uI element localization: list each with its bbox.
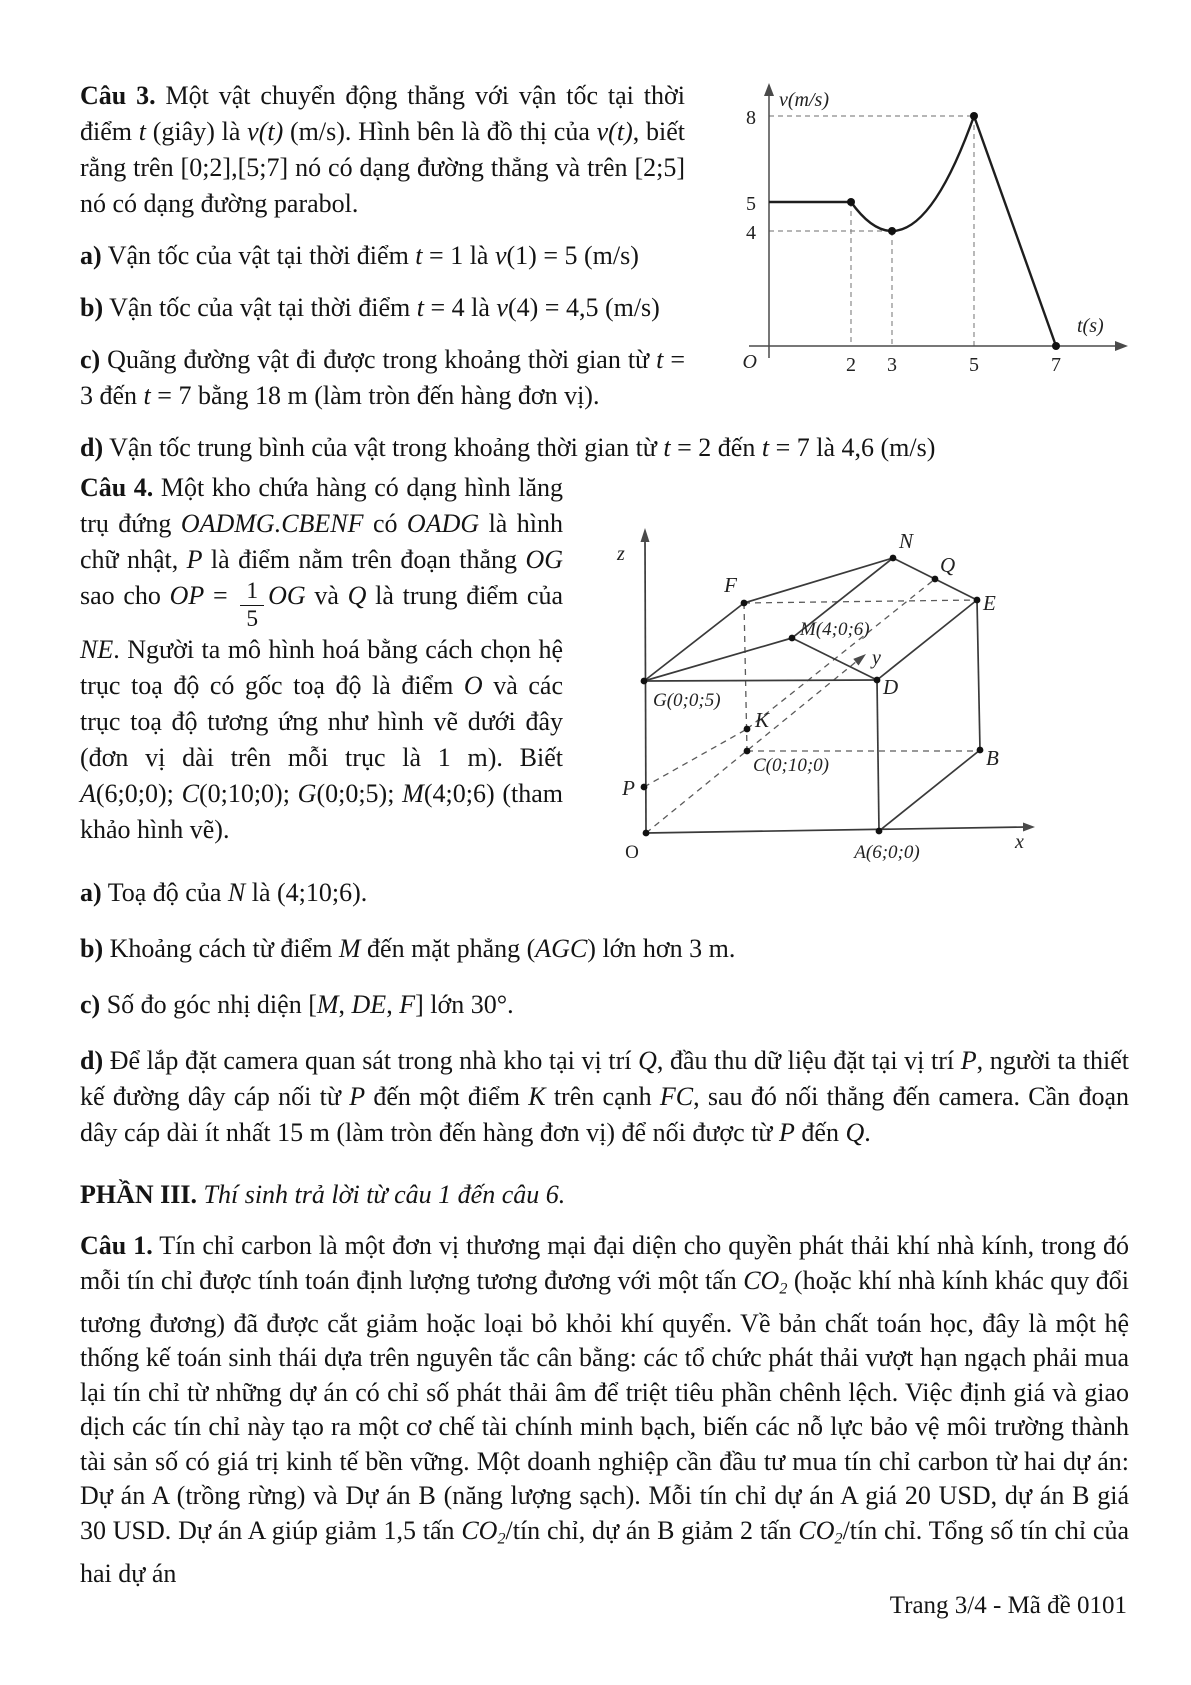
q3-item-a: a) Vận tốc của vật tại thời điểm t = 1 là v(1) = 5 (m/s) — [80, 241, 639, 270]
graph-dashed-guides — [769, 116, 974, 346]
prism-coordinate-figure — [569, 478, 1129, 873]
q4-items — [80, 875, 1129, 1151]
axis-label-x: x — [1015, 831, 1024, 853]
x-tick-5: 5 — [969, 354, 979, 372]
y-axis-arrow — [764, 83, 774, 96]
point-label-A: A(6;0;0) — [854, 842, 920, 863]
graph-axes — [749, 92, 1119, 358]
point-label-G: G(0;0;5) — [653, 690, 721, 711]
point-label-F: F — [724, 573, 737, 597]
q4-item-a: a) Toạ độ của N là (4;10;6). — [80, 878, 368, 907]
y-tick-4: 4 — [746, 222, 756, 244]
page-footer: Trang 3/4 - Mã đề 0101 — [889, 1592, 1127, 1619]
point-label-M: M(4;0;6) — [800, 619, 870, 640]
point-label-C: C(0;10;0) — [753, 755, 829, 776]
z-axis-arrow — [641, 528, 650, 542]
t-axis-label: t(s) — [1077, 315, 1104, 337]
part-3-header: PHẦN III. Thí sinh trả lời từ câu 1 đến câu 6. — [80, 1180, 566, 1209]
axis-label-y: y — [872, 647, 881, 669]
point-label-P: P — [622, 776, 635, 800]
prism-solid-edges — [644, 540, 1027, 833]
q4-item-d: d) Để lắp đặt camera quan sát trong nhà kho tại vị trí Q, đầu thu dữ liệu đặt tại vị trí P, người ta thiết kế đường dây cáp nối từ P đến một điểm K trên cạnh FC, sau đó nối thẳng đến camera. Cần đoạn dây cáp dài ít nhất 15 m (làm tròn đến hàng đơn vị) để nối được từ P đến Q. — [80, 1046, 1129, 1147]
point-label-N: N — [899, 529, 914, 553]
q4-item-b: b) Khoảng cách từ điểm M đến mặt phẳng (AGC) lớn hơn 3 m. — [80, 934, 736, 963]
y-tick-5: 5 — [746, 193, 756, 215]
x-axis-arrow — [1023, 823, 1035, 832]
question-3 — [80, 78, 1129, 466]
q1-text: Câu 1. Tín chỉ carbon là một đơn vị thương mại đại diện cho quyền phát thải khí nhà kính, trong đó mỗi tín chỉ được tính toán định lượng tương đương với một tấn CO2 (hoặc khí nhà kính khác quy đổi tương đương) đã được cắt giảm hoặc loại bỏ khỏi khí quyển. Về bản chất toán học, đây là một hệ thống kế toán sinh thái dựa trên nguyên tắc cân bằng: các tổ chức phát thải vượt hạn ngạch phải mua lại tín chỉ từ những dự án có chỉ số phát thải âm để triệt tiêu phần chênh lệch. Việc định giá và giao dịch các tín chỉ này tạo ra một cơ chế tài chính minh bạch, biến các nỗ lực bảo vệ môi trường thành tài sản số có giá trị kinh tế bền vững. Một doanh nghiệp cần đầu tư mua tín chỉ carbon từ hai dự án: Dự án A (trồng rừng) và Dự án B (năng lượng sạch). Mỗi tín chỉ dự án A giá 20 USD, dự án B giá 30 USD. Dự án A giúp giảm 1,5 tấn CO2/tín chỉ, dự án B giảm 2 tấn CO2/tín chỉ. Tổng số tín chỉ của hai dự án — [80, 1231, 1129, 1588]
q3-item-c: c) Quãng đường vật đi được trong khoảng thời gian từ t = 3 đến t = 7 bằng 18 m (làm tròn đến hàng đơn vị). — [80, 345, 685, 410]
part3-question-1 — [80, 1229, 1129, 1591]
graph-curve — [769, 116, 1056, 346]
origin-label: O — [742, 351, 757, 372]
point-label-D: D — [883, 675, 899, 699]
x-tick-2: 2 — [846, 354, 856, 372]
q3-item-b: b) Vận tốc của vật tại thời điểm t = 4 là v(4) = 4,5 (m/s) — [80, 293, 660, 322]
y-tick-8: 8 — [746, 107, 756, 129]
y-axis-arrow — [853, 654, 866, 666]
point-label-K: K — [755, 708, 770, 732]
point-label-B: B — [986, 746, 999, 770]
q3-item-d: d) Vận tốc trung bình của vật trong khoảng thời gian từ t = 2 đến t = 7 là 4,6 (m/s) — [80, 433, 936, 462]
x-tick-7: 7 — [1051, 354, 1061, 372]
point-label-Q: Q — [940, 553, 956, 577]
q4-intro: Câu 4. Một kho chứa hàng có dạng hình lăng trụ đứng OADMG.CBENF có OADG là hình chữ nhật, P là điểm nằm trên đoạn thẳng OG sao cho OP = $\frac{1}{5}$ OG và Q là trung điểm của NE. Người ta mô hình hoá bằng cách chọn hệ trục toạ độ có gốc toạ độ là điểm O và các trục toạ độ tương ứng như hình vẽ dưới đây (đơn vị dài trên mỗi trục là 1 m). Biết A(6;0;0); C(0;10;0); G(0;0;5); M(4;0;6) (tham khảo hình vẽ). — [80, 473, 564, 845]
q4-item-c: c) Số đo góc nhị diện [M, DE, F] lớn 30°. — [80, 990, 514, 1019]
x-axis-arrow — [1115, 341, 1128, 351]
x-tick-3: 3 — [887, 354, 897, 372]
q3-intro: Câu 3. Một vật chuyển động thẳng với vận tốc tại thời điểm t (giây) là v(t) (m/s). Hình bên là đồ thị của v(t), biết rằng trên [0;2],[5;7] nó có dạng đường thẳng và trên [2;5] nó có dạng đường parabol. — [80, 81, 685, 218]
point-label-O: O — [625, 842, 639, 863]
question-4 — [80, 470, 1129, 1151]
point-label-E: E — [983, 591, 996, 615]
velocity-time-graph — [699, 72, 1129, 372]
v-axis-label: v(m/s) — [779, 89, 829, 111]
axis-label-z: z — [617, 543, 625, 565]
